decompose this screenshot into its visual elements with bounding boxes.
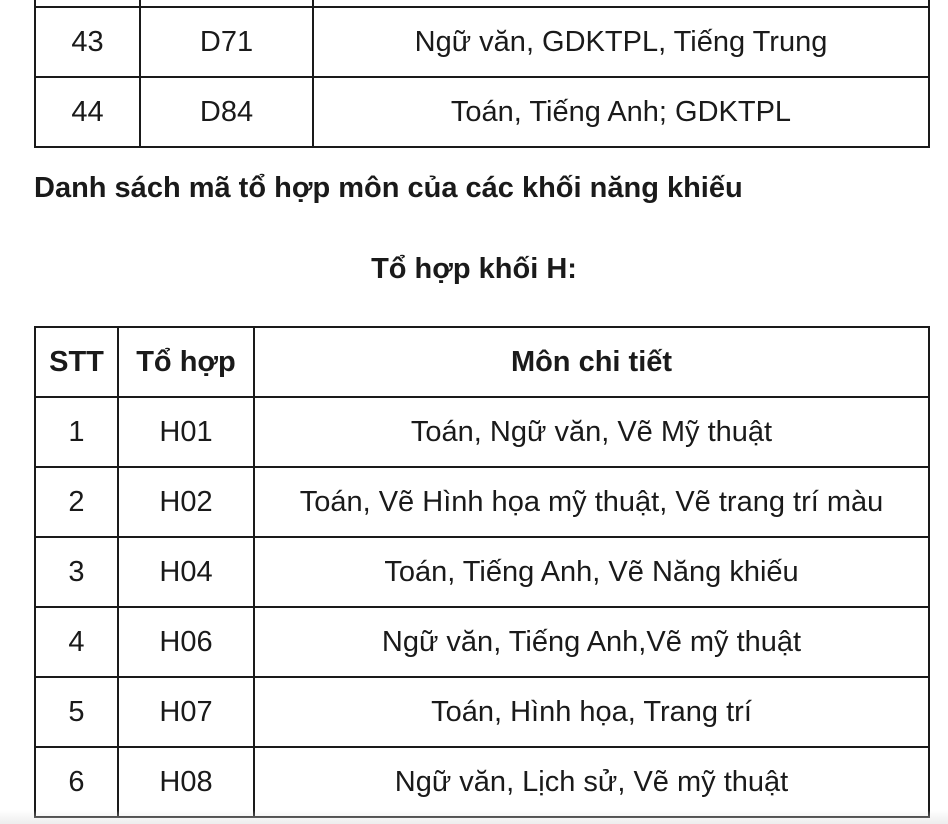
stt-cell: 5 <box>35 677 118 747</box>
header-subjects: Môn chi tiết <box>254 327 929 397</box>
subjects-cell: Toán, Vẽ Hình họa mỹ thuật, Vẽ trang trí màu <box>254 467 929 537</box>
stt-cell: 1 <box>35 397 118 467</box>
table-row <box>35 677 929 747</box>
code-cell: H06 <box>118 607 254 677</box>
subjects-cell: Toán, Tiếng Anh; GDKTPL <box>313 77 929 147</box>
code-cell: H01 <box>118 397 254 467</box>
code-cell: H08 <box>118 747 254 817</box>
stt-cell: 2 <box>35 467 118 537</box>
code-cell: H04 <box>118 537 254 607</box>
table-row <box>35 77 929 147</box>
code-cell: H07 <box>118 677 254 747</box>
table-header-row <box>35 327 929 397</box>
stt-cell: 44 <box>35 77 140 147</box>
subjects-cell: Ngữ văn, Lịch sử, Vẽ mỹ thuật <box>254 747 929 817</box>
table-row <box>35 397 929 467</box>
table-row <box>35 747 929 817</box>
header-stt: STT <box>35 327 118 397</box>
stt-cell: 43 <box>35 7 140 77</box>
subjects-cell: Toán, Ngữ văn, Vẽ Mỹ thuật <box>254 397 929 467</box>
code-cell: D84 <box>140 77 313 147</box>
previous-subject-table <box>34 0 930 148</box>
table-row <box>35 607 929 677</box>
section-title: Danh sách mã tổ hợp môn của các khối năng khiếu <box>34 172 743 204</box>
header-code: Tổ hợp <box>118 327 254 397</box>
stt-cell: 6 <box>35 747 118 817</box>
subjects-cell: Toán, Tiếng Anh, Vẽ Năng khiếu <box>254 537 929 607</box>
table-row <box>35 537 929 607</box>
table-caption: Tổ hợp khối H: <box>371 253 577 285</box>
code-cell: H02 <box>118 467 254 537</box>
stt-cell: 3 <box>35 537 118 607</box>
table-row <box>35 0 929 7</box>
subjects-cell: Ngữ văn, GDKTPL, Tiếng Trung <box>313 7 929 77</box>
table-row <box>35 467 929 537</box>
code-cell: D71 <box>140 7 313 77</box>
subjects-cell: Ngữ văn, Tiếng Anh,Vẽ mỹ thuật <box>254 607 929 677</box>
subjects-cell: Toán, Hình họa, Trang trí <box>254 677 929 747</box>
table-row <box>35 7 929 77</box>
h-block-table <box>34 326 930 818</box>
stt-cell: 4 <box>35 607 118 677</box>
